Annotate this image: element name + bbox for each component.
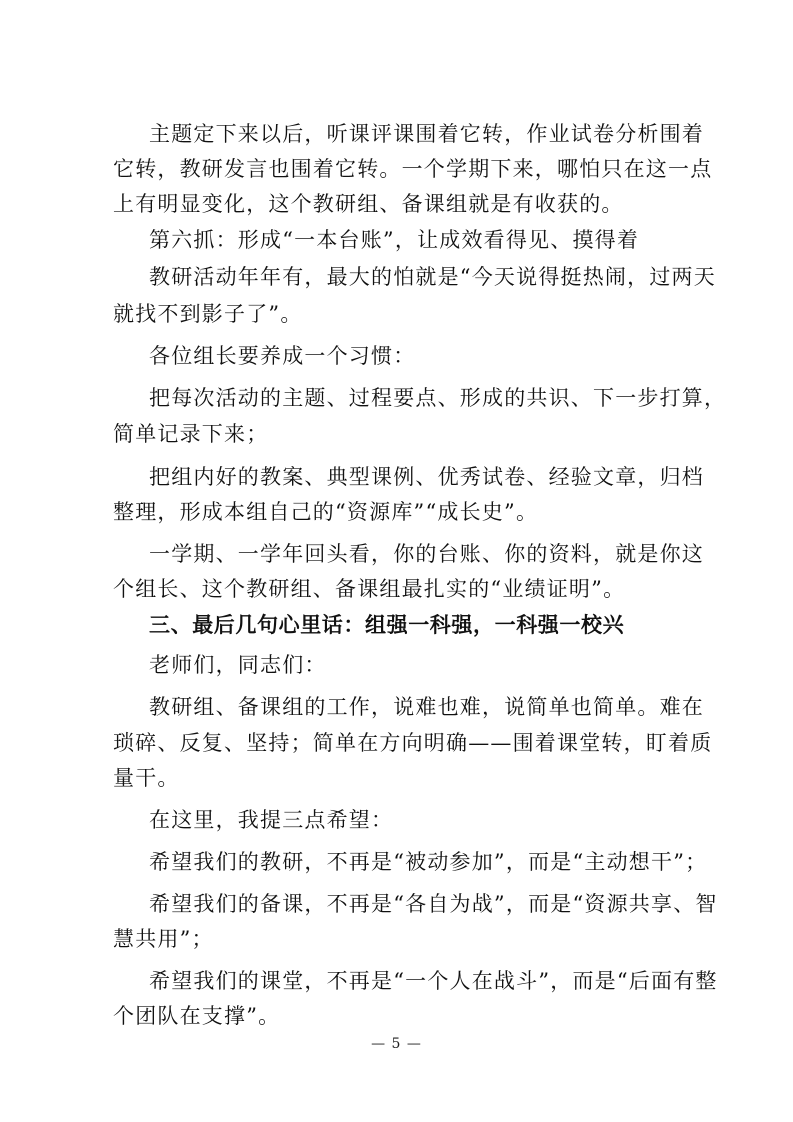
body-line: 上有明显变化，这个教研组、备课组就是有收获的。 [113,192,624,216]
body-line: 一学期、一学年回头看，你的台账、你的资料，就是你这 [149,542,704,566]
body-line: 慧共用”； [113,927,214,951]
body-line: 个组长、这个教研组、备课组最扎实的“业绩证明”。 [113,577,626,601]
body-line: 各位组长要养成一个习惯： [149,344,416,368]
section-heading: 三、最后几句心里话：组强一科强，一科强一校兴 [149,613,625,637]
body-line: 整理，形成本组自己的“资源库”“成长史”。 [113,500,539,524]
page-number: — 5 — [371,1036,422,1052]
subsection-heading: 第六抓：形成“一本台账”，让成效看得见、摸得着 [149,228,640,252]
body-line: 教研组、备课组的工作，说难也难，说简单也简单。难在 [149,695,704,719]
body-line: 教研活动年年有，最大的怕就是“今天说得挺热闹，过两天 [149,265,716,289]
body-line: 它转，教研发言也围着它转。一个学期下来，哪怕只在这一点 [113,157,713,181]
body-line: 量干。 [113,766,180,790]
body-line: 主题定下来以后，听课评课围着它转，作业试卷分析围着 [149,122,704,146]
body-line: 简单记录下来； [113,422,269,446]
body-line: 老师们，同志们： [149,653,327,677]
body-line: 把组内好的教案、典型课例、优秀试卷、经验文章，归档 [149,465,704,489]
body-line: 希望我们的课堂，不再是“一个人在战斗”，而是“后面有整 [149,969,718,993]
body-line: 就找不到影子了”。 [113,302,303,326]
body-line: 在这里，我提三点希望： [149,808,394,832]
body-line: 希望我们的备课，不再是“各自为战”，而是“资源共享、智 [149,892,718,916]
body-line: 把每次活动的主题、过程要点、形成的共识、下一步打算， [149,386,727,410]
body-line: 希望我们的教研，不再是“被动参加”，而是“主动想干”； [149,850,708,874]
body-line: 个团队在支撑”。 [113,1004,281,1028]
body-line: 琐碎、反复、坚持；简单在方向明确——围着课堂转，盯着质 [113,731,713,755]
